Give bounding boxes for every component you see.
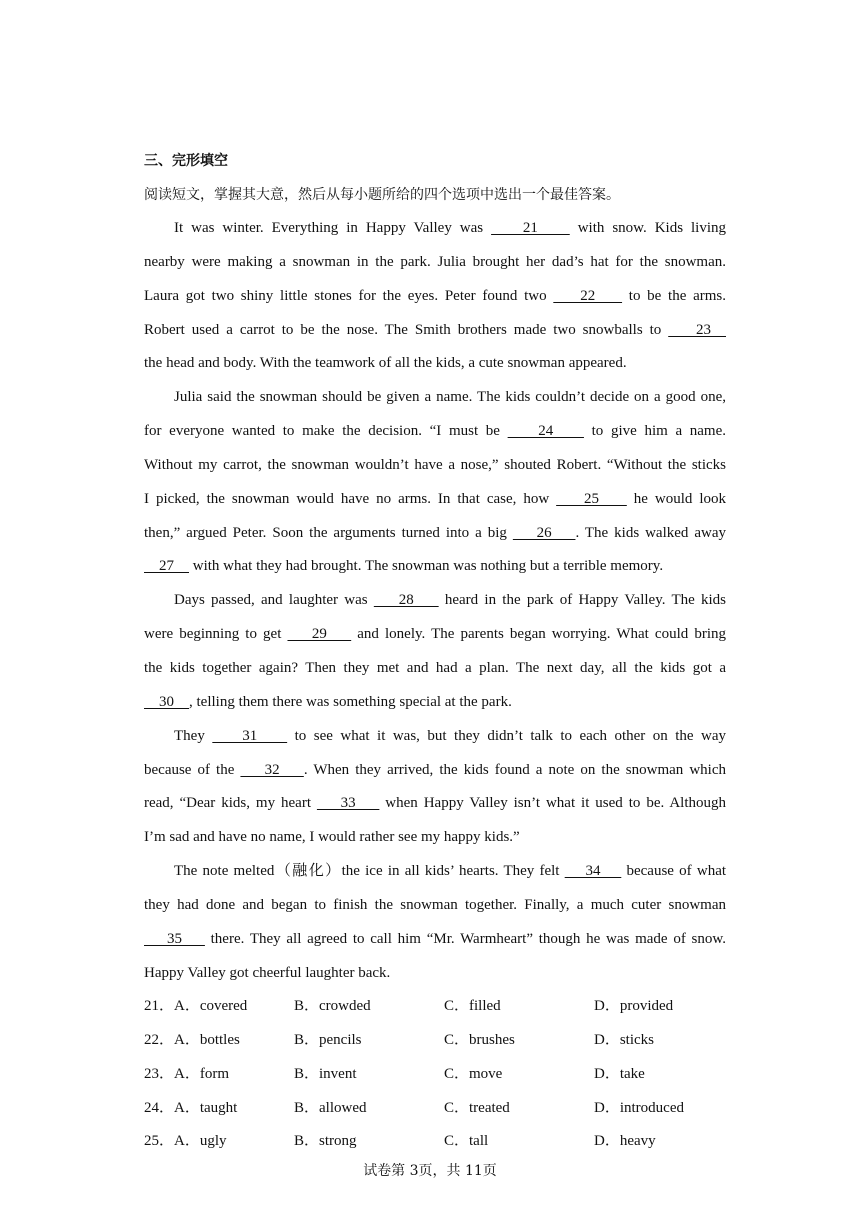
passage-text: and lonely. The parents began worrying. What could bring bbox=[351, 626, 726, 643]
passage-line bbox=[144, 686, 726, 720]
question-option-a: 25．A．ugly bbox=[144, 1133, 227, 1150]
passage-line bbox=[144, 246, 726, 280]
passage-text: because of the bbox=[144, 761, 241, 778]
question-option-a: 23．A．form bbox=[144, 1065, 229, 1082]
option-d: D．take bbox=[594, 1065, 645, 1082]
option-d: D．sticks bbox=[594, 1031, 655, 1048]
blank-number: 23 bbox=[668, 321, 726, 338]
option-b: B．allowed bbox=[294, 1099, 367, 1116]
passage-text: then,” argued Peter. Soon the arguments turned into a big bbox=[144, 524, 513, 541]
passage-line bbox=[144, 787, 726, 821]
page-footer: 试卷第 3页，共 11页 bbox=[363, 1163, 497, 1179]
passage-line bbox=[144, 550, 726, 584]
option-c: C．move bbox=[444, 1065, 503, 1082]
passage-text: to see what it was, but they didn’t talk to each other on the way bbox=[287, 727, 726, 744]
passage-text: I’m sad and have no name, I would rather see my happy kids.” bbox=[144, 829, 520, 846]
passage-text: , telling them there was something special at the park. bbox=[189, 693, 512, 710]
option-c: C．treated bbox=[444, 1099, 510, 1116]
passage-text: It was winter. Everything in Happy Valley was bbox=[174, 220, 492, 236]
cloze-passage bbox=[144, 212, 726, 990]
passage-line bbox=[144, 652, 726, 686]
option-b: B．crowded bbox=[294, 998, 371, 1014]
passage-line bbox=[144, 449, 726, 483]
question-option-a: 22．A．bottles bbox=[144, 1031, 240, 1048]
option-d: D．heavy bbox=[594, 1133, 656, 1150]
blank-number: 27 bbox=[144, 558, 189, 575]
passage-text: they had done and began to finish the snowman together. Finally, a much cuter snowman bbox=[144, 896, 726, 913]
blank-number: 34 bbox=[564, 863, 622, 880]
passage-line bbox=[144, 517, 726, 551]
passage-text: They bbox=[174, 727, 213, 744]
blank-number: 29 bbox=[287, 626, 352, 643]
blank-number: 25 bbox=[556, 490, 627, 507]
blank-number: 31 bbox=[212, 727, 288, 744]
option-b: B．pencils bbox=[294, 1031, 362, 1048]
passage-text: because of what bbox=[621, 863, 726, 880]
option-c: C．filled bbox=[444, 998, 501, 1014]
blank-number: 28 bbox=[373, 592, 439, 609]
section-title: 三、完形填空 bbox=[144, 153, 228, 169]
passage-text: to be the arms. bbox=[622, 287, 726, 304]
passage-text: Laura got two shiny little stones for the eyes. Peter found two bbox=[144, 287, 554, 304]
option-c: C．tall bbox=[444, 1133, 489, 1150]
passage-line bbox=[144, 347, 726, 381]
passage-line bbox=[144, 314, 726, 348]
passage-line bbox=[144, 821, 726, 855]
passage-line bbox=[144, 889, 726, 923]
passage-text: nearby were making a snowman in the park. Julia brought her dad’s hat for the snowman. bbox=[144, 253, 726, 270]
passage-text: Without my carrot, the snowman wouldn’t have a nose,” shouted Robert. “Without the sticks bbox=[144, 456, 726, 473]
passage-line bbox=[144, 280, 726, 314]
blank-number: 35 bbox=[144, 930, 205, 947]
option-row bbox=[144, 1058, 744, 1092]
option-d: D．introduced bbox=[594, 1099, 684, 1116]
passage-line bbox=[144, 415, 726, 449]
passage-line bbox=[144, 584, 726, 618]
passage-text: with what they had brought. The snowman was nothing but a terrible memory. bbox=[189, 558, 664, 575]
passage-text: Days passed, and laughter was bbox=[174, 592, 374, 609]
instruction-text: 阅读短文，掌握其大意，然后从每小题所给的四个选项中选出一个最佳答案。 bbox=[144, 187, 620, 203]
passage-text: Robert used a carrot to be the nose. The Smith brothers made two snowballs to bbox=[144, 321, 669, 338]
passage-text: when Happy Valley isn’t what it used to be. Although bbox=[379, 795, 726, 812]
option-row bbox=[144, 1092, 744, 1126]
blank-number: 32 bbox=[240, 761, 304, 778]
option-row bbox=[144, 1125, 744, 1159]
passage-line bbox=[144, 618, 726, 652]
blank-number: 21 bbox=[491, 220, 570, 236]
passage-text: heard in the park of Happy Valley. The kids bbox=[438, 592, 726, 609]
blank-number: 26 bbox=[512, 524, 576, 541]
passage-text: for everyone wanted to make the decision. “I must be bbox=[144, 423, 508, 440]
passage-text: to give him a name. bbox=[583, 423, 726, 440]
blank-number: 24 bbox=[507, 423, 584, 440]
option-b: B．invent bbox=[294, 1065, 357, 1082]
passage-line bbox=[144, 754, 726, 788]
passage-text: the kids together again? Then they met and had a plan. The next day, all the kids got a bbox=[144, 659, 726, 676]
option-row bbox=[144, 1024, 744, 1058]
passage-text: he would look bbox=[626, 490, 726, 507]
passage-text: read, “Dear kids, my heart bbox=[144, 795, 317, 812]
question-option-a: 24．A．taught bbox=[144, 1099, 238, 1116]
passage-text: . When they arrived, the kids found a note on the snowman which bbox=[303, 761, 726, 778]
answer-options bbox=[144, 990, 744, 1159]
passage-line bbox=[144, 923, 726, 957]
passage-line bbox=[144, 855, 726, 889]
passage-line bbox=[144, 957, 726, 991]
option-d: D．provided bbox=[594, 998, 674, 1014]
option-c: C．brushes bbox=[444, 1031, 515, 1048]
option-row bbox=[144, 990, 744, 1024]
passage-text: Happy Valley got cheerful laughter back. bbox=[144, 964, 391, 981]
passage-text: The note melted（融化）the ice in all kids’ hearts. They felt bbox=[174, 863, 565, 880]
passage-text: the head and body. With the teamwork of all the kids, a cute snowman appeared. bbox=[144, 355, 627, 372]
passage-line bbox=[144, 212, 726, 246]
passage-line bbox=[144, 720, 726, 754]
passage-text: were beginning to get bbox=[144, 626, 288, 643]
blank-number: 33 bbox=[316, 795, 380, 812]
option-b: B．strong bbox=[294, 1133, 357, 1150]
passage-text: with snow. Kids living bbox=[569, 220, 726, 236]
passage-text: I picked, the snowman would have no arms. In that case, how bbox=[144, 490, 557, 507]
passage-text: Julia said the snowman should be given a name. The kids couldn’t decide on a good one, bbox=[174, 389, 726, 406]
passage-line bbox=[144, 381, 726, 415]
passage-text: there. They all agreed to call him “Mr. Warmheart” though he was made of snow. bbox=[204, 930, 726, 947]
blank-number: 30 bbox=[144, 693, 189, 710]
passage-line bbox=[144, 483, 726, 517]
passage-text: . The kids walked away bbox=[575, 524, 726, 541]
question-option-a: 21．A．covered bbox=[144, 998, 248, 1014]
blank-number: 22 bbox=[553, 287, 623, 304]
